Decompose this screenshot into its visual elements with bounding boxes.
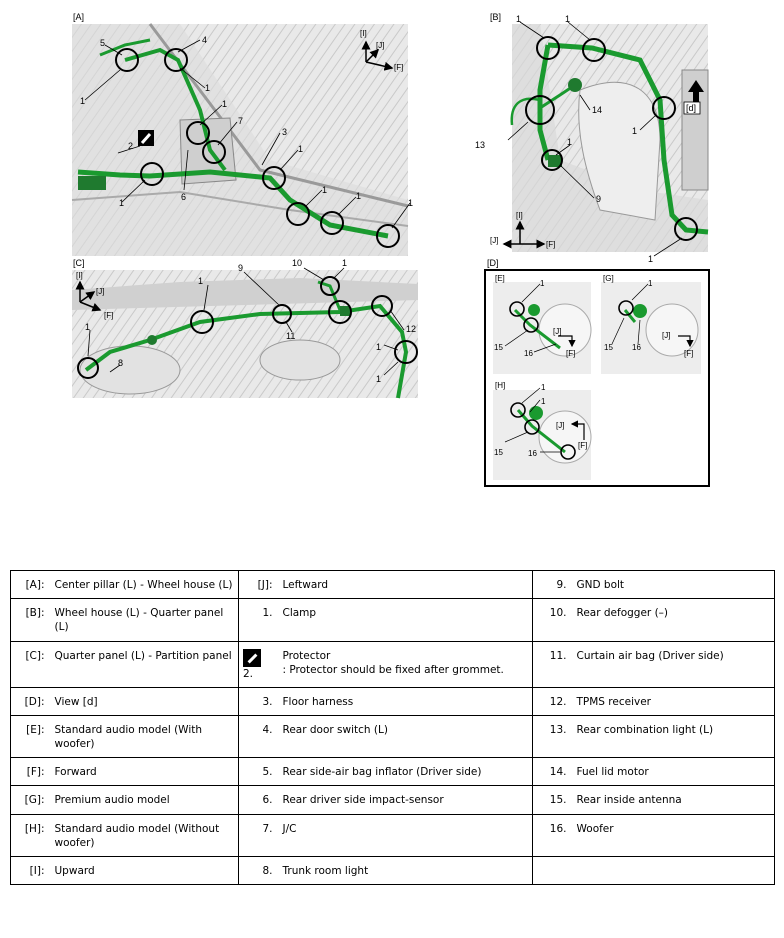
legend-key: 13. — [533, 715, 573, 757]
svg-text:7: 7 — [238, 116, 244, 126]
svg-text:6: 6 — [181, 192, 187, 202]
panel-d-label: [D] — [487, 258, 499, 268]
panel-b-label: [B] — [490, 12, 502, 22]
svg-text:1: 1 — [322, 185, 328, 195]
legend-value: Clamp — [279, 599, 533, 641]
legend-key: 1. — [239, 599, 279, 641]
svg-text:11: 11 — [286, 331, 296, 341]
legend-value: Trunk room light — [279, 856, 533, 884]
svg-text:1: 1 — [540, 279, 545, 288]
legend-key: [F]: — [11, 758, 51, 786]
svg-text:1: 1 — [632, 126, 638, 136]
legend-value: Rear side-air bag inflator (Driver side) — [279, 758, 533, 786]
legend-key: [D]: — [11, 687, 51, 715]
legend-value-main: Protector — [282, 649, 331, 662]
svg-text:1: 1 — [85, 322, 91, 332]
svg-text:5: 5 — [100, 38, 106, 48]
legend-value — [573, 856, 775, 884]
legend-value: J/C — [279, 814, 533, 856]
legend-value: Wheel house (L) - Quarter panel (L) — [51, 599, 239, 641]
svg-text:[J]: [J] — [376, 41, 385, 50]
legend-key: 10. — [533, 599, 573, 641]
svg-text:1: 1 — [541, 397, 546, 406]
legend-value: Rear driver side impact-sensor — [279, 786, 533, 814]
svg-text:[F]: [F] — [104, 311, 114, 320]
legend-value: GND bolt — [573, 571, 775, 599]
svg-text:1: 1 — [222, 99, 228, 109]
svg-text:10: 10 — [292, 258, 303, 268]
svg-text:[H]: [H] — [495, 381, 506, 390]
legend-row — [11, 856, 775, 884]
panel-d — [485, 258, 709, 486]
legend-value: Rear combination light (L) — [573, 715, 775, 757]
protector-key-cell — [239, 641, 279, 687]
legend-key: 5. — [239, 758, 279, 786]
svg-text:[J]: [J] — [553, 327, 562, 336]
svg-text:[I]: [I] — [516, 211, 523, 220]
svg-text:1: 1 — [205, 83, 211, 93]
legend-key: [J]: — [239, 571, 279, 599]
panel-c — [72, 258, 418, 398]
legend-row — [11, 599, 775, 641]
legend-key: 16. — [533, 814, 573, 856]
svg-text:1: 1 — [376, 374, 382, 384]
legend-value: Center pillar (L) - Wheel house (L) — [51, 571, 239, 599]
legend-value: Premium audio model — [51, 786, 239, 814]
svg-text:16: 16 — [524, 349, 533, 358]
svg-text:1: 1 — [376, 342, 382, 352]
svg-text:[F]: [F] — [546, 240, 556, 249]
legend-value: Forward — [51, 758, 239, 786]
legend-value: Standard audio model (With woofer) — [51, 715, 239, 757]
legend-key: 14. — [533, 758, 573, 786]
svg-text:[F]: [F] — [394, 63, 404, 72]
protector-icon — [243, 649, 261, 667]
legend-key: [E]: — [11, 715, 51, 757]
svg-text:12: 12 — [406, 324, 417, 334]
svg-text:15: 15 — [494, 343, 503, 352]
svg-text:1: 1 — [516, 14, 522, 24]
subview-e — [493, 274, 591, 374]
legend-value: TPMS receiver — [573, 687, 775, 715]
panel-c-label: [C] — [73, 258, 85, 268]
legend-value: Leftward — [279, 571, 533, 599]
svg-text:1: 1 — [648, 254, 654, 264]
legend-row — [11, 641, 775, 687]
svg-text:1: 1 — [342, 258, 348, 268]
legend-key: 7. — [239, 814, 279, 856]
panel-a — [72, 12, 413, 256]
subview-g — [601, 274, 701, 374]
svg-text:[F]: [F] — [684, 349, 694, 358]
svg-text:[d]: [d] — [686, 103, 697, 113]
legend-key: 4. — [239, 715, 279, 757]
legend-key: [I]: — [11, 856, 51, 884]
legend-value: Standard audio model (Without woofer) — [51, 814, 239, 856]
legend-value: Woofer — [573, 814, 775, 856]
legend-table — [10, 570, 775, 885]
svg-text:[J]: [J] — [96, 287, 105, 296]
legend-key: [B]: — [11, 599, 51, 641]
legend-value: Quarter panel (L) - Partition panel — [51, 641, 239, 687]
svg-text:1: 1 — [119, 198, 125, 208]
svg-text:2: 2 — [128, 141, 134, 151]
legend-value: Rear defogger (–) — [573, 599, 775, 641]
svg-text:9: 9 — [238, 263, 244, 273]
svg-text:[J]: [J] — [662, 331, 671, 340]
svg-text:1: 1 — [541, 383, 546, 392]
svg-text:4: 4 — [202, 35, 208, 45]
legend-key: [G]: — [11, 786, 51, 814]
legend-key: [C]: — [11, 641, 51, 687]
svg-text:3: 3 — [282, 127, 288, 137]
legend-value: Curtain air bag (Driver side) — [573, 641, 775, 687]
legend-row — [11, 715, 775, 757]
legend-value: Rear door switch (L) — [279, 715, 533, 757]
svg-text:13: 13 — [475, 140, 486, 150]
legend-key: 2. — [243, 667, 254, 680]
svg-text:[F]: [F] — [566, 349, 576, 358]
svg-text:[I]: [I] — [76, 271, 83, 280]
svg-text:[F]: [F] — [578, 441, 588, 450]
legend-value: Rear inside antenna — [573, 786, 775, 814]
legend-row — [11, 814, 775, 856]
svg-text:[E]: [E] — [495, 274, 505, 283]
svg-text:1: 1 — [298, 144, 304, 154]
legend-value-note: : Protector should be fixed after grommet. — [282, 663, 504, 676]
legend-key: 6. — [239, 786, 279, 814]
legend-key: 15. — [533, 786, 573, 814]
legend-key: 3. — [239, 687, 279, 715]
svg-text:15: 15 — [494, 448, 503, 457]
svg-text:15: 15 — [604, 343, 613, 352]
legend-key: 11. — [533, 641, 573, 687]
svg-text:16: 16 — [528, 449, 537, 458]
svg-text:16: 16 — [632, 343, 641, 352]
svg-text:1: 1 — [80, 96, 86, 106]
legend-row — [11, 758, 775, 786]
legend-key: [H]: — [11, 814, 51, 856]
legend-key: 9. — [533, 571, 573, 599]
panel-a-label: [A] — [73, 12, 85, 22]
legend-value: Upward — [51, 856, 239, 884]
legend-key: 12. — [533, 687, 573, 715]
legend-row — [11, 687, 775, 715]
legend-row — [11, 571, 775, 599]
svg-text:1: 1 — [198, 276, 204, 286]
legend-value: Floor harness — [279, 687, 533, 715]
legend-key — [533, 856, 573, 884]
svg-text:14: 14 — [592, 105, 603, 115]
svg-text:9: 9 — [596, 194, 602, 204]
legend-value — [279, 641, 533, 687]
legend-key: 8. — [239, 856, 279, 884]
svg-text:1: 1 — [356, 191, 362, 201]
panel-b — [475, 12, 708, 264]
subview-h — [493, 381, 591, 480]
svg-text:1: 1 — [648, 279, 653, 288]
svg-text:1: 1 — [567, 137, 573, 147]
svg-text:[I]: [I] — [360, 29, 367, 38]
svg-text:1: 1 — [565, 14, 571, 24]
svg-text:8: 8 — [118, 358, 124, 368]
svg-text:[J]: [J] — [556, 421, 565, 430]
legend-value: Fuel lid motor — [573, 758, 775, 786]
legend-row — [11, 786, 775, 814]
legend-key: [A]: — [11, 571, 51, 599]
svg-text:[J]: [J] — [490, 236, 499, 245]
svg-text:[G]: [G] — [603, 274, 614, 283]
legend-value: View [d] — [51, 687, 239, 715]
svg-text:1: 1 — [408, 198, 414, 208]
